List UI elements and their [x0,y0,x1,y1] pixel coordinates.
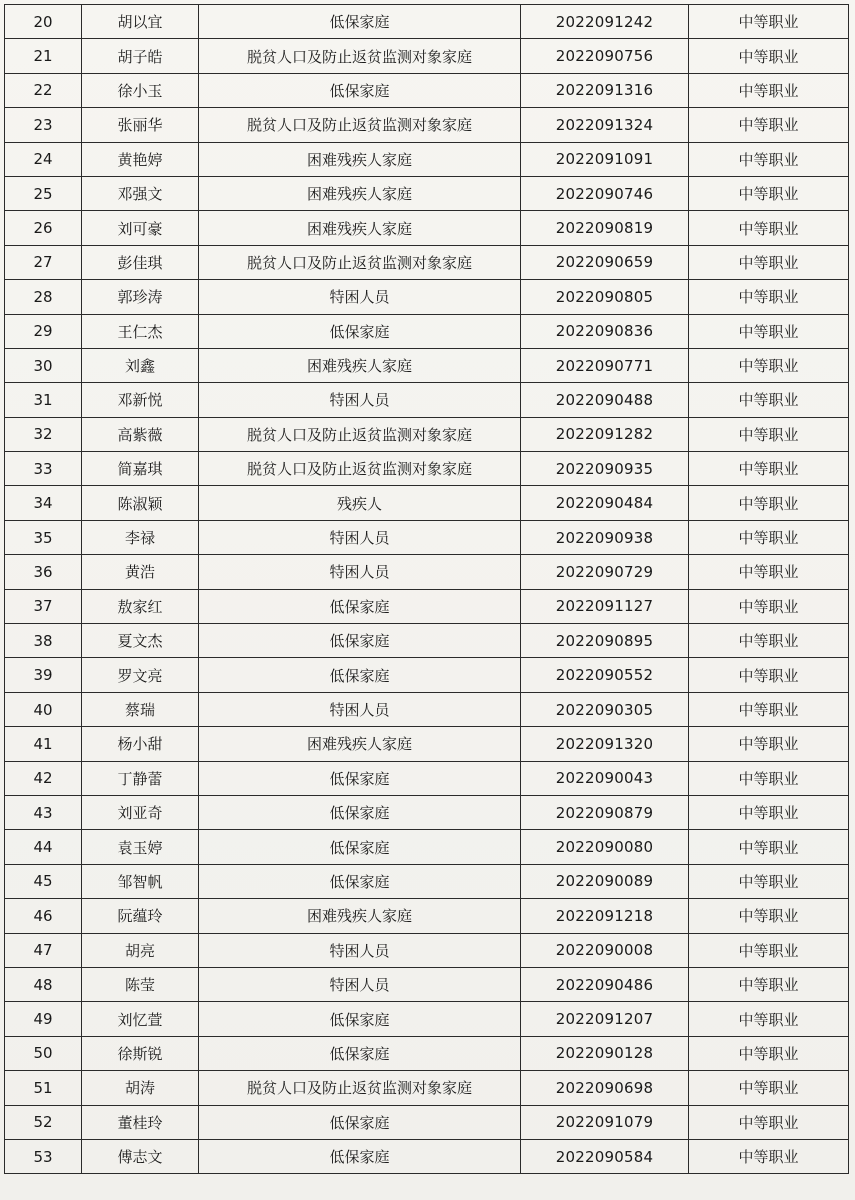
aid-category-cell: 困难残疾人家庭 [199,899,521,933]
student-name-cell: 杨小甜 [82,727,199,761]
row-number-cell: 28 [5,280,82,314]
aid-category-cell: 特困人员 [199,383,521,417]
student-name-cell: 陈淑颖 [82,486,199,520]
table-row [5,1071,849,1105]
student-name-cell: 邹智帆 [82,864,199,898]
student-id-cell: 2022090305 [521,692,689,726]
row-number-cell: 35 [5,520,82,554]
student-name-cell: 刘可豪 [82,211,199,245]
education-level-cell: 中等职业 [689,39,849,73]
education-level-cell: 中等职业 [689,624,849,658]
student-id-cell: 2022090771 [521,348,689,382]
student-id-cell: 2022091282 [521,417,689,451]
table-row [5,486,849,520]
student-name-cell: 李禄 [82,520,199,554]
row-number-cell: 22 [5,73,82,107]
education-level-cell: 中等职业 [689,73,849,107]
student-id-cell: 2022091218 [521,899,689,933]
student-id-cell: 2022091242 [521,5,689,39]
student-name-cell: 邓强文 [82,176,199,210]
aid-category-cell: 脱贫人口及防止返贫监测对象家庭 [199,108,521,142]
table-row [5,589,849,623]
student-id-cell: 2022090486 [521,967,689,1001]
education-level-cell: 中等职业 [689,176,849,210]
student-id-cell: 2022090805 [521,280,689,314]
education-level-cell: 中等职业 [689,658,849,692]
table-row [5,280,849,314]
education-level-cell: 中等职业 [689,1002,849,1036]
student-id-cell: 2022090484 [521,486,689,520]
education-level-cell: 中等职业 [689,864,849,898]
student-name-cell: 黄艳婷 [82,142,199,176]
student-name-cell: 徐小玉 [82,73,199,107]
aid-category-cell: 低保家庭 [199,864,521,898]
student-id-cell: 2022091079 [521,1105,689,1139]
education-level-cell: 中等职业 [689,245,849,279]
row-number-cell: 47 [5,933,82,967]
row-number-cell: 37 [5,589,82,623]
student-id-cell: 2022090836 [521,314,689,348]
student-id-cell: 2022091320 [521,727,689,761]
aid-category-cell: 低保家庭 [199,589,521,623]
table-row [5,73,849,107]
student-name-cell: 彭佳琪 [82,245,199,279]
row-number-cell: 42 [5,761,82,795]
student-id-cell: 2022090552 [521,658,689,692]
student-name-cell: 邓新悦 [82,383,199,417]
row-number-cell: 32 [5,417,82,451]
row-number-cell: 23 [5,108,82,142]
student-id-cell: 2022090584 [521,1139,689,1173]
education-level-cell: 中等职业 [689,108,849,142]
student-id-cell: 2022091127 [521,589,689,623]
row-number-cell: 27 [5,245,82,279]
student-id-cell: 2022091324 [521,108,689,142]
education-level-cell: 中等职业 [689,1071,849,1105]
row-number-cell: 33 [5,452,82,486]
education-level-cell: 中等职业 [689,933,849,967]
aid-category-cell: 低保家庭 [199,1139,521,1173]
student-name-cell: 张丽华 [82,108,199,142]
student-name-cell: 胡亮 [82,933,199,967]
row-number-cell: 20 [5,5,82,39]
row-number-cell: 34 [5,486,82,520]
education-level-cell: 中等职业 [689,589,849,623]
student-name-cell: 阮蕴玲 [82,899,199,933]
student-id-cell: 2022090008 [521,933,689,967]
student-id-cell: 2022091207 [521,1002,689,1036]
education-level-cell: 中等职业 [689,280,849,314]
student-id-cell: 2022090938 [521,520,689,554]
student-name-cell: 黄浩 [82,555,199,589]
table-row [5,520,849,554]
table-row [5,692,849,726]
student-name-cell: 郭珍涛 [82,280,199,314]
aid-category-cell: 脱贫人口及防止返贫监测对象家庭 [199,452,521,486]
row-number-cell: 48 [5,967,82,1001]
aid-category-cell: 低保家庭 [199,1105,521,1139]
student-name-cell: 简嘉琪 [82,452,199,486]
table-row [5,727,849,761]
education-level-cell: 中等职业 [689,1105,849,1139]
aid-category-cell: 低保家庭 [199,658,521,692]
education-level-cell: 中等职业 [689,692,849,726]
aid-category-cell: 特困人员 [199,692,521,726]
education-level-cell: 中等职业 [689,486,849,520]
student-id-cell: 2022090746 [521,176,689,210]
row-number-cell: 46 [5,899,82,933]
education-level-cell: 中等职业 [689,417,849,451]
education-level-cell: 中等职业 [689,383,849,417]
table-row [5,383,849,417]
student-name-cell: 夏文杰 [82,624,199,658]
student-id-cell: 2022090089 [521,864,689,898]
education-level-cell: 中等职业 [689,555,849,589]
student-name-cell: 刘鑫 [82,348,199,382]
aid-category-cell: 低保家庭 [199,795,521,829]
aid-category-cell: 特困人员 [199,555,521,589]
table-row [5,39,849,73]
student-id-cell: 2022090895 [521,624,689,658]
roster-table [4,4,849,1174]
education-level-cell: 中等职业 [689,142,849,176]
table-row [5,142,849,176]
aid-category-cell: 特困人员 [199,933,521,967]
aid-category-cell: 脱贫人口及防止返贫监测对象家庭 [199,39,521,73]
student-name-cell: 胡涛 [82,1071,199,1105]
table-row [5,1139,849,1173]
table-row [5,314,849,348]
table-row [5,1002,849,1036]
table-row [5,795,849,829]
table-row [5,176,849,210]
aid-category-cell: 特困人员 [199,967,521,1001]
student-name-cell: 高紫薇 [82,417,199,451]
student-id-cell: 2022091316 [521,73,689,107]
row-number-cell: 49 [5,1002,82,1036]
student-name-cell: 刘忆萱 [82,1002,199,1036]
education-level-cell: 中等职业 [689,1036,849,1070]
aid-category-cell: 困难残疾人家庭 [199,348,521,382]
aid-category-cell: 低保家庭 [199,314,521,348]
row-number-cell: 31 [5,383,82,417]
education-level-cell: 中等职业 [689,1139,849,1173]
aid-category-cell: 脱贫人口及防止返贫监测对象家庭 [199,1071,521,1105]
aid-category-cell: 困难残疾人家庭 [199,727,521,761]
row-number-cell: 36 [5,555,82,589]
row-number-cell: 44 [5,830,82,864]
aid-category-cell: 低保家庭 [199,73,521,107]
student-name-cell: 敖家红 [82,589,199,623]
table-row [5,1105,849,1139]
education-level-cell: 中等职业 [689,314,849,348]
education-level-cell: 中等职业 [689,211,849,245]
student-name-cell: 傅志文 [82,1139,199,1173]
table-row [5,658,849,692]
student-name-cell: 丁静蕾 [82,761,199,795]
student-name-cell: 王仁杰 [82,314,199,348]
education-level-cell: 中等职业 [689,5,849,39]
education-level-cell: 中等职业 [689,899,849,933]
student-id-cell: 2022090819 [521,211,689,245]
student-id-cell: 2022090756 [521,39,689,73]
table-row [5,5,849,39]
student-id-cell: 2022090488 [521,383,689,417]
aid-category-cell: 低保家庭 [199,5,521,39]
row-number-cell: 29 [5,314,82,348]
table-row [5,211,849,245]
student-id-cell: 2022090698 [521,1071,689,1105]
student-id-cell: 2022090043 [521,761,689,795]
student-id-cell: 2022091091 [521,142,689,176]
row-number-cell: 43 [5,795,82,829]
row-number-cell: 25 [5,176,82,210]
aid-category-cell: 脱贫人口及防止返贫监测对象家庭 [199,417,521,451]
table-row [5,452,849,486]
table-row [5,108,849,142]
row-number-cell: 39 [5,658,82,692]
aid-category-cell: 特困人员 [199,520,521,554]
row-number-cell: 53 [5,1139,82,1173]
table-row [5,864,849,898]
student-name-cell: 陈莹 [82,967,199,1001]
table-row [5,1036,849,1070]
row-number-cell: 52 [5,1105,82,1139]
table-row [5,348,849,382]
table-row [5,417,849,451]
education-level-cell: 中等职业 [689,520,849,554]
aid-category-cell: 低保家庭 [199,624,521,658]
aid-category-cell: 困难残疾人家庭 [199,176,521,210]
row-number-cell: 45 [5,864,82,898]
roster-body [5,5,849,1174]
row-number-cell: 24 [5,142,82,176]
aid-category-cell: 困难残疾人家庭 [199,211,521,245]
aid-category-cell: 低保家庭 [199,1036,521,1070]
table-row [5,761,849,795]
student-name-cell: 胡子皓 [82,39,199,73]
student-id-cell: 2022090128 [521,1036,689,1070]
student-name-cell: 罗文亮 [82,658,199,692]
student-name-cell: 胡以宜 [82,5,199,39]
student-name-cell: 刘亚奇 [82,795,199,829]
student-id-cell: 2022090879 [521,795,689,829]
education-level-cell: 中等职业 [689,727,849,761]
aid-category-cell: 残疾人 [199,486,521,520]
row-number-cell: 26 [5,211,82,245]
education-level-cell: 中等职业 [689,795,849,829]
row-number-cell: 21 [5,39,82,73]
table-row [5,555,849,589]
aid-category-cell: 低保家庭 [199,830,521,864]
education-level-cell: 中等职业 [689,761,849,795]
student-name-cell: 徐斯锐 [82,1036,199,1070]
student-id-cell: 2022090729 [521,555,689,589]
aid-category-cell: 脱贫人口及防止返贫监测对象家庭 [199,245,521,279]
row-number-cell: 38 [5,624,82,658]
table-row [5,245,849,279]
aid-category-cell: 困难残疾人家庭 [199,142,521,176]
table-row [5,933,849,967]
education-level-cell: 中等职业 [689,348,849,382]
student-name-cell: 蔡瑞 [82,692,199,726]
aid-category-cell: 低保家庭 [199,1002,521,1036]
table-row [5,899,849,933]
student-id-cell: 2022090935 [521,452,689,486]
student-id-cell: 2022090659 [521,245,689,279]
education-level-cell: 中等职业 [689,967,849,1001]
row-number-cell: 40 [5,692,82,726]
row-number-cell: 30 [5,348,82,382]
row-number-cell: 51 [5,1071,82,1105]
student-name-cell: 袁玉婷 [82,830,199,864]
aid-category-cell: 低保家庭 [199,761,521,795]
row-number-cell: 41 [5,727,82,761]
table-row [5,624,849,658]
aid-category-cell: 特困人员 [199,280,521,314]
student-name-cell: 董桂玲 [82,1105,199,1139]
education-level-cell: 中等职业 [689,830,849,864]
education-level-cell: 中等职业 [689,452,849,486]
student-id-cell: 2022090080 [521,830,689,864]
row-number-cell: 50 [5,1036,82,1070]
table-row [5,967,849,1001]
table-row [5,830,849,864]
